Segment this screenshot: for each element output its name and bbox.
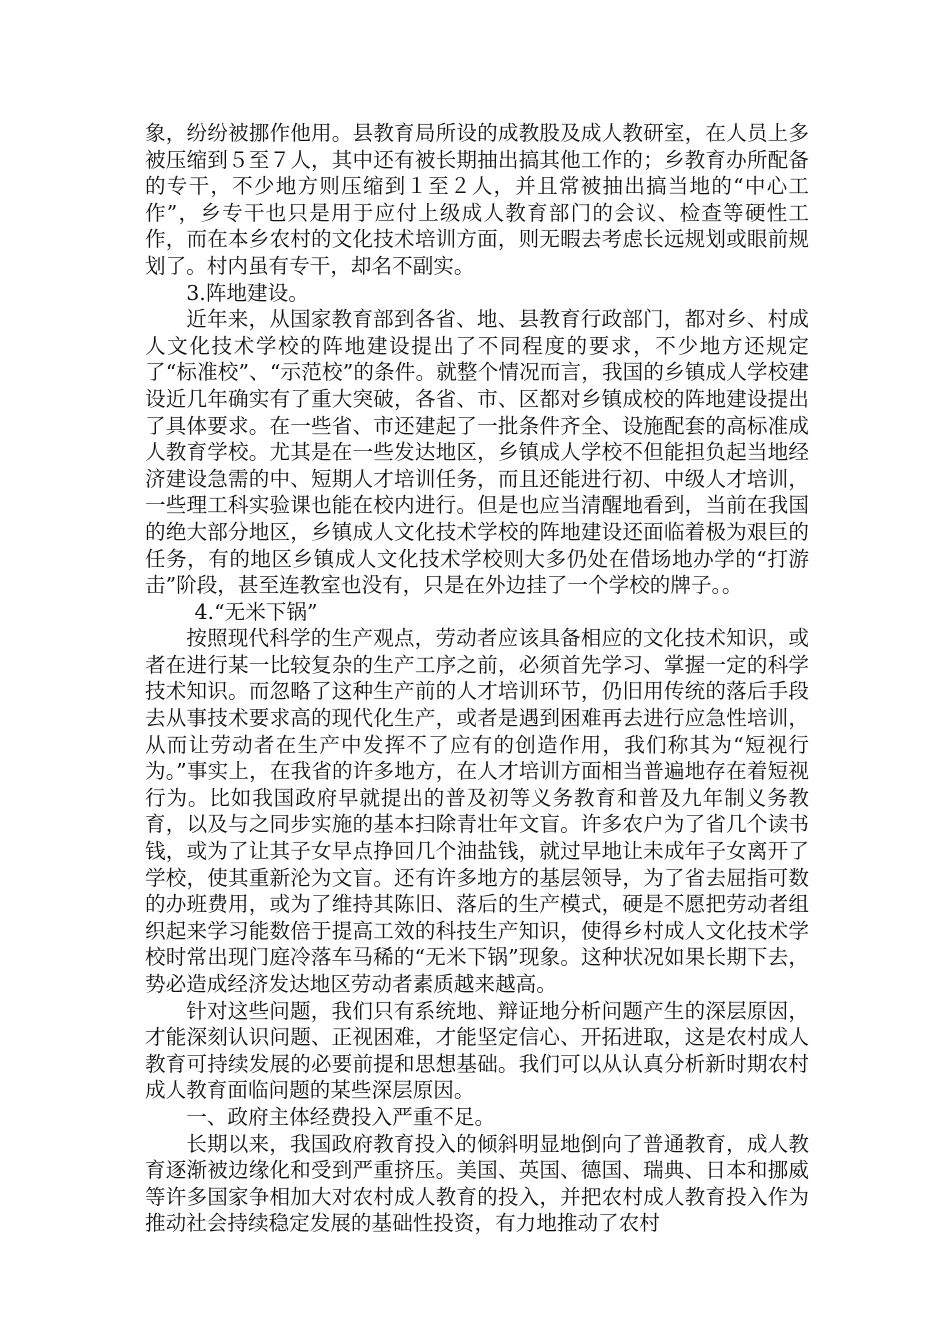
section-heading-4: 4.“无米下锅” — [194, 599, 318, 624]
paragraph: 针对这些问题，我们只有系统地、辩证地分析问题产生的深层原因，才能深刻认识问题、正视困难，才能坚定信心、开拓进取，这是农村成人教育可持续发展的必要前提和思想基础。我们可以从认真分析新时期农村成人教育面临问题的某些深层原因。 — [145, 998, 809, 1103]
section-heading-3: 3.阵地建设。 — [186, 280, 309, 305]
document-page — [145, 120, 809, 1237]
paragraph: 近年来，从国家教育部到各省、地、县教育行政部门，都对乡、村成人文化技术学校的阵地建设提出了不同程度的要求，不少地方还规定了“标准校”、“示范校”的条件。就整个情况而言，我国的乡镇成人学校建设近几年确实有了重大突破，各省、市、区都对乡镇成校的阵地建设提出了具体要求。在一些省、市还建起了一批条件齐全、设施配套的高标准成人教育学校。尤其是在一些发达地区，乡镇成人学校不但能担负起当地经济建设急需的中、短期人才培训任务，而且还能进行初、中级人才培训，一些理工科实验课也能在校内进行。但是也应当清醒地看到，当前在我国的绝大部分地区，乡镇成人文化技术学校的阵地建设还面临着极为艰巨的任务，有的地区乡镇成人文化技术学校则大多仍处在借场地办学的“打游击”阶段，甚至连教室也没有，只是在外边挂了一个学校的牌子。。 — [145, 307, 809, 598]
paragraph: 按照现代科学的生产观点，劳动者应该具备相应的文化技术知识，或者在进行某一比较复杂的生产工序之前，必须首先学习、掌握一定的科学技术知识。而忽略了这种生产前的人才培训环节，仍旧用传统的落后手段去从事技术要求高的现代化生产，或者是遇到困难再去进行应急性培训，从而让劳动者在生产中发挥不了应有的创造作用，我们称其为“短视行为。”事实上，在我省的许多地方，在人才培训方面相当普遍地存在着短视行为。比如我国政府早就提出的普及初等义务教育和普及九年制义务教育，以及与之同步实施的基本扫除青壮年文盲。许多农户为了省几个读书钱，或为了让其子女早点挣回几个油盐钱，就过早地让未成年子女离开了学校，使其重新沦为文盲。还有许多地方的基层领导，为了省去屈指可数的办班费用，或为了维持其陈旧、落后的生产模式，硬是不愿把劳动者组织起来学习能数倍于提高工效的科技生产知识，使得乡村成人文化技术学校时常出现门庭冷落车马稀的“无米下锅”现象。这种状况如果长期下去，势必造成经济发达地区劳动者素质越来越高。 — [145, 626, 809, 996]
section-heading-1: 一、政府主体经费投入严重不足。 — [186, 1104, 496, 1129]
paragraph: 长期以来，我国政府教育投入的倾斜明显地倒向了普通教育，成人教育逐渐被边缘化和受到严重挤压。美国、英国、德国、瑞典、日本和挪威等许多国家争相加大对农村成人教育的投入，并把农村成人教育投入作为推动社会持续稳定发展的基础性投资，有力地推动了农村 — [145, 1131, 809, 1236]
paragraph-continued: 象，纷纷被挪作他用。县教育局所设的成教股及成人教研室，在人员上多被压缩到５至７人，其中还有被长期抽出搞其他工作的；乡教育办所配备的专干，不少地方则压缩到１至２人，并且常被抽出搞当地的“中心工作”，乡专干也只是用于应付上级成人教育部门的会议、检查等硬性工作，而在本乡农村的文化技术培训方面，则无暇去考虑长远规划或眼前规划了。村内虽有专干，却名不副实。 — [145, 121, 809, 278]
